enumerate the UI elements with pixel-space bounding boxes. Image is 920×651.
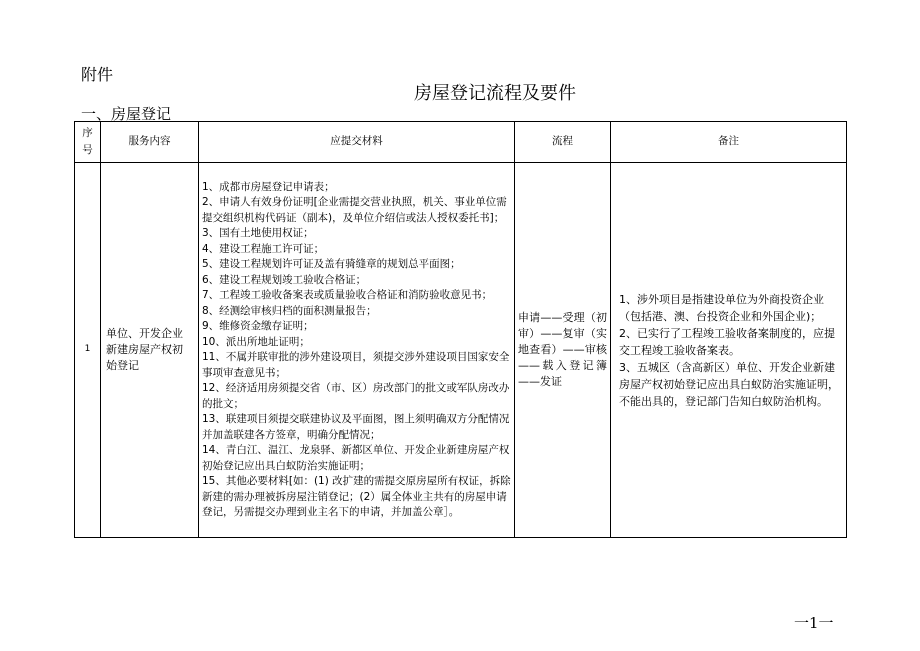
material-item: 9、维修资金缴存证明； (202, 320, 314, 332)
section-heading: 一、房屋登记 (81, 105, 172, 123)
remarks-cell (611, 163, 847, 538)
page-number: 一1一 (794, 614, 834, 632)
header-service: 服务内容 (101, 122, 199, 163)
document-title: 房屋登记流程及要件 (414, 83, 576, 104)
material-item: 2、申请人有效身份证明[企业需提交营业执照，机关、事业单位需提交组织机构代码证（副本)，及单位介绍信或法人授权委托书]； (202, 196, 507, 224)
header-no (75, 122, 101, 163)
material-item: 8、经测绘审核归档的面积测量报告； (202, 304, 377, 317)
remark-item: 3、五城区（含高新区）单位、开发企业新建房屋产权初始登记应出具白蚁防治实施证明，不能出具的，登记部门告知白蚁防治机构。 (619, 360, 839, 408)
materials-cell (199, 163, 515, 538)
header-remarks: 备注 (611, 122, 847, 163)
material-item: 4、建设工程施工许可证； (202, 242, 325, 255)
material-item: 14、青白江、温江、龙泉驿、新都区单位、开发企业新建房屋产权初始登记应出具白蚁防治实施证明； (202, 444, 510, 472)
registration-table (74, 121, 847, 538)
header-no-line: 序 (82, 127, 93, 139)
material-item: 15、其他必要材料[如：(1) 改扩建的需提交原房屋所有权证，拆除新建的需办理被拆房屋注销登记；(2）属全体业主共有的房屋申请登记，另需提交办理到业主名下的申请，并加盖公章］。 (202, 475, 511, 518)
material-item: 3、国有土地使用权证； (202, 227, 314, 239)
header-no-line: 号 (82, 144, 93, 156)
service-content: 单位、开发企业新建房屋产权初始登记 (101, 163, 199, 538)
material-item: 7、工程竣工验收备案表或质量验收合格证和消防验收意见书； (202, 289, 493, 301)
header-process: 流程 (515, 122, 611, 163)
material-item: 11、不属并联审批的涉外建设项目，须提交涉外建设项目国家安全事项审查意见书； (202, 351, 510, 379)
remark-item: 1、涉外项目是指建设单位为外商投资企业（包括港、澳、台投资企业和外国企业)； (619, 292, 824, 323)
table-row (75, 163, 847, 538)
row-number: 1 (75, 163, 101, 538)
material-item: 1、成都市房屋登记申请表； (202, 180, 335, 193)
material-item: 13、联建项目须提交联建协议及平面图，图上须明确双方分配情况并加盖联建各方签章，明确分配情况； (202, 413, 510, 441)
material-item: 5、建设工程规划许可证及盖有骑缝章的规划总平面图； (202, 258, 461, 270)
attachment-label: 附件 (81, 65, 114, 84)
process-flow: 申请——受理（初审）——复审（实地查看）——审核——载入登记簿——发证 (515, 163, 611, 538)
material-item: 6、建设工程规划竣工验收合格证； (202, 273, 367, 286)
header-materials: 应提交材料 (199, 122, 515, 163)
remark-item: 2、已实行了工程竣工验收备案制度的，应提交工程竣工验收备案表。 (619, 326, 835, 357)
material-item: 12、经济适用房须提交省（市、区）房改部门的批文或军队房改办的批文； (202, 382, 510, 410)
material-item: 10、派出所地址证明； (202, 335, 310, 348)
table-header-row (75, 122, 847, 163)
